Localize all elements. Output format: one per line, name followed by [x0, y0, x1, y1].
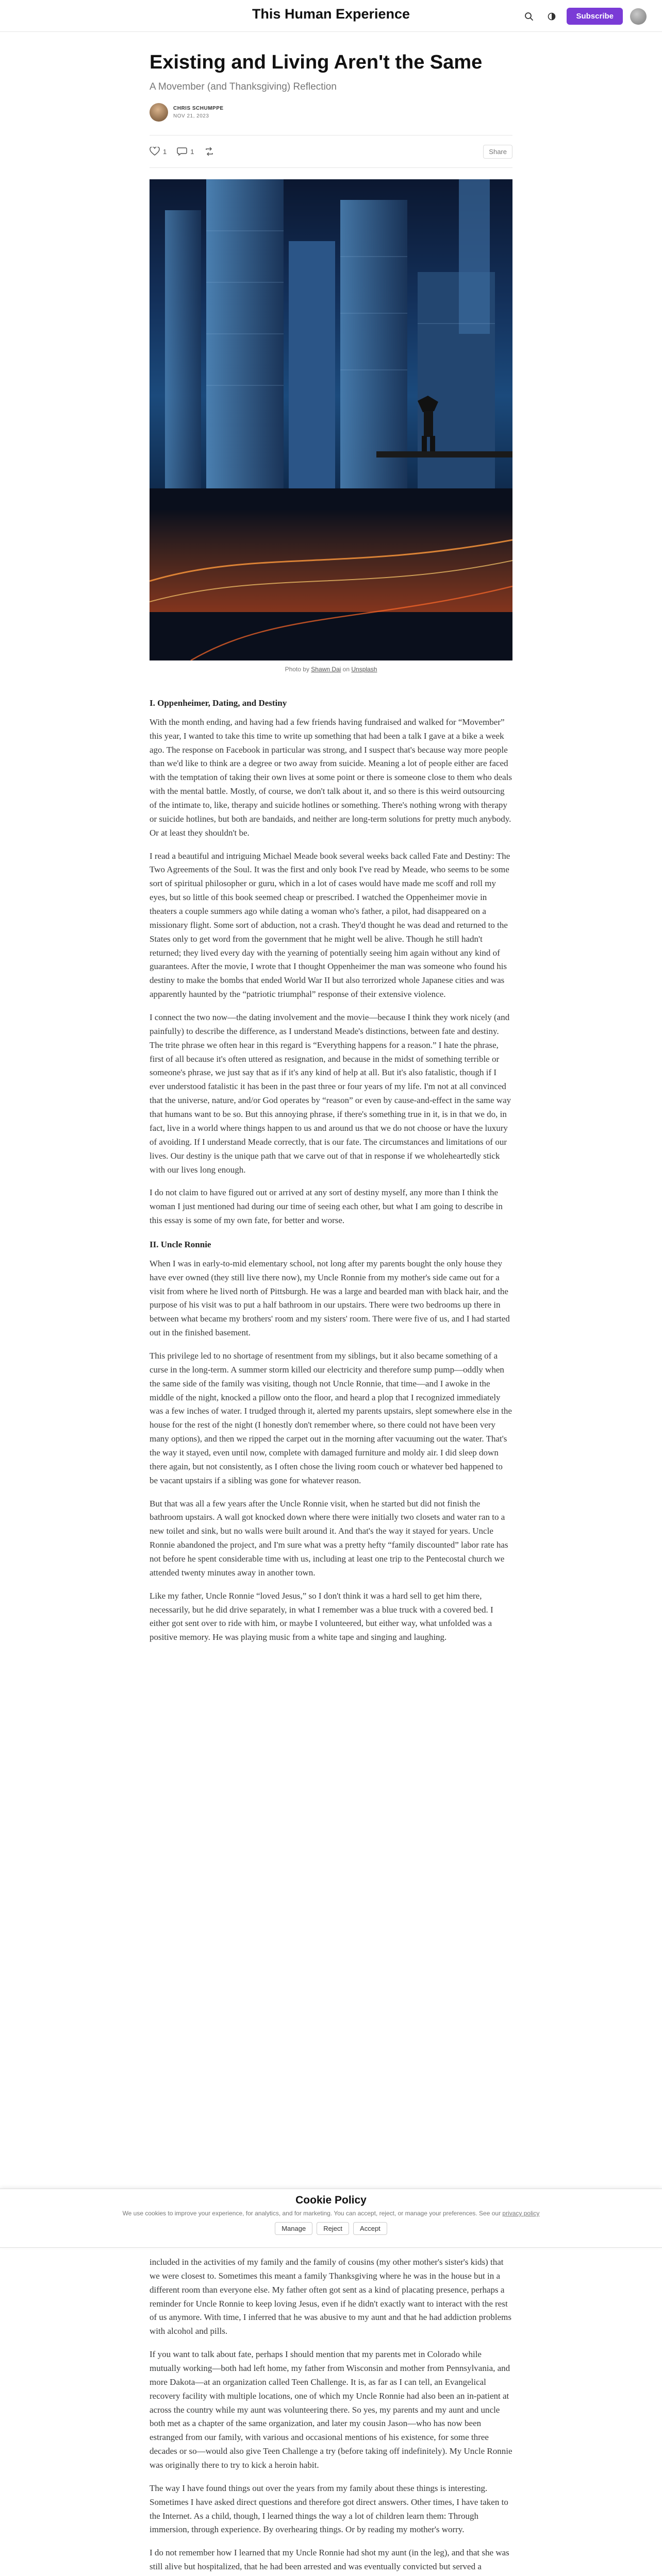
heart-icon [150, 147, 160, 156]
cookie-buttons [0, 2222, 662, 2235]
body-paragraph: I do not claim to have figured out or arrived at any sort of destiny myself, any more than I think the woman I just mentioned had during our time of seeing each other, but what I am going to describe in this essay is some of my own fate, for better and worse. [150, 1188, 503, 1226]
cookie-banner [0, 2189, 662, 2248]
cookie-text-body: We use cookies to improve your experience, for analytics, and for marketing. You can accept, reject, or manage your preferences. See our [122, 2210, 501, 2217]
body-paragraph: I do not remember how I learned that my Uncle Ronnie had shot my aunt (in the leg), and that she was still alive but hospitalized, that he had been arrested and was eventually convicted but served a [150, 2548, 509, 2572]
caption-on: on [342, 666, 350, 673]
post-subtitle: A Movember (and Thanksgiving) Reflection [150, 81, 337, 92]
top-actions [521, 8, 647, 25]
cookie-text [0, 2210, 662, 2217]
restack-icon [204, 147, 214, 156]
author-name[interactable]: CHRIS SCHUMPPE [173, 106, 224, 111]
section-heading: I. Oppenheimer, Dating, and Destiny [150, 698, 287, 708]
city-skyline-illustration [150, 179, 512, 660]
like-count: 1 [163, 147, 167, 156]
theme-toggle-icon[interactable] [544, 9, 559, 24]
post-actions [150, 135, 512, 168]
body-paragraph: I connect the two now—the dating involvement and the movie—because I think they work nicely (and painfully) to describe the difference, as I understand Meade's distinctions, between fate and destiny. The trite phrase we often hear in this regard is “Everything happens for a reason.” I hate the phrase, first of all because it's often uttered as resignation, and because in the midst of something terrible or someone's phrase, we just say that as if it's any kind of help at all. But it's also fatalistic, though if I ever understood fatalistic it has been in the past three or four years of my life. I'm not at all convinced that the universe, nature, and/or God operates by “reason” or even by cause-and-effect in the same way that humans want to be so. But this annoying phrase, if there's something true in it, is in that we do, in fact, live in a world where things happen to us and around us that we do not choose or have the luxury of avoiding. If I understand Meade correctly, that is our fate. The circumstances and limitations of our lives. Our destiny is the unique path that we carve out of that in response if we wholeheartedly stick with our lives long enough. [150, 1012, 511, 1175]
body-paragraph: included in the activities of my family and the family of cousins (my other mother's sister's kids) that we were closest to. Sometimes this meant a family Thanksgiving where he was in the house but in a different room than everyone else. My father often got sent as a kind of placating presence, perhaps a reminder for Uncle Ronnie to keep loving Jesus, even if he didn't exactly want to interact with the rest of us anymore. With time, I inferred that he was abusive to my aunt and that he had addiction problems with alcohol and pills. [150, 2257, 511, 2336]
caption-site-link[interactable]: Unsplash [351, 666, 377, 673]
cookie-manage-button[interactable]: Manage [275, 2222, 312, 2235]
post-date: NOV 21, 2023 [173, 113, 209, 119]
body-paragraph: The way I have found things out over the years from my family about these things is interesting. Sometimes I have asked direct questions and therefore got direct answers. Other times, I have taken to the Internet. As a child, though, I learned things the way a lot of children learn them: Through immersion, through experience. By overhearing things. Or by reading my mother's worry. [150, 2483, 508, 2535]
share-button[interactable]: Share [483, 145, 512, 159]
cookie-accept-button[interactable]: Accept [353, 2222, 387, 2235]
comment-icon [177, 147, 187, 156]
body-paragraph: Like my father, Uncle Ronnie “loved Jesus,” so I don't think it was a hard sell to get him there, necessarily, but he did drive separately, in what I remember was a blue truck with a covered bed. I either got sent over to ride with him, or maybe I volunteered, but either way, what unfolded was a positive memory. He was playing music from a white tape and singing and laughing. [150, 1590, 493, 1642]
body-paragraph: I read a beautiful and intriguing Michael Meade book several weeks back called Fate and Destiny: The Two Agreements of the Soul. It was the first and only book I've read by Meade, who seems to be some sort of spiritual philosopher or guru, which in a lot of cases would have made me scoff and roll my eyes, but so little of this book seemed cheap or prescribed. I watched the Oppenheimer movie in theaters a couple summers ago while dating a woman who's father, a pilot, had disappeared on a missionary flight. Some sort of abduction, not a crash. They'd thought he was dead and returned to the States only to get word from the government that he might well be alive. Though he still hadn't returned; they lived every day with the yearning of potentially seeing him again without any kind of guarantees. After the movie, I wrote that I thought Oppenheimer the man was someone who found his destiny to make the bombs that ended World War II but also terrorized whole Japanese cities and was apparently haunted by the “patriotic triumphal” response of their extensive violence. [150, 851, 510, 999]
restack-button[interactable] [204, 147, 214, 156]
user-avatar[interactable] [630, 8, 647, 25]
cookie-title: Cookie Policy [295, 2194, 367, 2206]
like-button[interactable] [150, 147, 167, 156]
body-paragraph: If you want to talk about fate, perhaps I should mention that my parents met in Colorado while mutually working—both had left home, my father from Wisconsin and mother from Pennsylvania, and more Dakota—at an organization called Teen Challenge. It is, as far as I can tell, an Evangelical recovery facility with multiple locations, one of which my Uncle Ronnie had also been an in-patient at across the country while my aunt was volunteering there. So yes, my parents and my aunt and uncle both met as a chapter of the same organization, and later my cousin Jason—who has now been estranged from our family, with various and occasional mentions of his existence, for some three decades or so—would also give Teen Challenge a try (before taking off indefinitely). My Uncle Ronnie was originally there to try to kick a heroin habit. [150, 2349, 512, 2470]
comment-count: 1 [190, 147, 194, 156]
body-paragraph: This privilege led to no shortage of resentment from my siblings, but it also became something of a curse in the long-term. A summer storm killed our electricity and therefore sump pump—oddly when the same side of the family was visiting, though not Uncle Ronnie, that time—and I awoke in the middle of the night, knocked a pillow onto the floor, and heard a plop that I recognized immediately was a few inches of water. I trudged through it, alerted my parents upstairs, slept somewhere else in the house for the rest of the night (I honestly don't remember where, so there could not have been very many options), and then we ripped the carpet out in the morning after vacuuming out the water. That's the way it stayed, even until now, complete with damaged furniture and moldy air. I did sleep down there again, but not consistently, as I often chose the living room couch or whatever bed happened to be vacant upstairs if a sibling was gone for whatever reason. [150, 1350, 512, 1485]
caption-prefix: Photo by [285, 666, 309, 673]
author-avatar[interactable] [150, 103, 168, 122]
top-bar [0, 0, 662, 32]
post-body [150, 686, 512, 1654]
byline-text [173, 105, 224, 120]
image-caption [150, 666, 512, 673]
privacy-policy-link[interactable]: privacy policy [502, 2210, 540, 2217]
post-title: Existing and Living Aren't the Same [150, 52, 483, 73]
body-paragraph: When I was in early-to-mid elementary school, not long after my parents bought the only house they have ever owned (they still live there now), my Uncle Ronnie from my mother's side came out for a visit from where he lived north of Pittsburgh. He was a large and bearded man with black hair, and the purpose of his visit was to put a half bathroom in our upstairs. There were two bedrooms up there in between what became my brothers' room and my sisters' room. There were five of us, and I had started out in the finished basement. [150, 1258, 510, 1338]
comment-button[interactable] [177, 147, 194, 156]
search-icon[interactable] [521, 9, 537, 24]
body-paragraph: But that was all a few years after the Uncle Ronnie visit, when he started but did not finish the bathroom upstairs. A wall got knocked down where there were initially two closets and water ran to a new toilet and sink, but no walls were built around it. And that's the way it stayed for years. Uncle Ronnie abandoned the project, and I'm sure what was a pretty hefty “family discounted” labor rate has not before he spent considerable time with us, including at least one trip to the Pentecostal church we attended twenty minutes away in another town. [150, 1498, 508, 1578]
actions-left [150, 147, 214, 156]
subscribe-button[interactable]: Subscribe [567, 8, 623, 25]
section-heading: II. Uncle Ronnie [150, 1239, 211, 1249]
publication-title[interactable]: This Human Experience [252, 6, 410, 22]
post-body-continued [150, 2256, 512, 2576]
caption-author-link[interactable]: Shawn Dai [311, 666, 341, 673]
cookie-reject-button[interactable]: Reject [317, 2222, 349, 2235]
byline [150, 101, 512, 124]
hero-image [150, 179, 512, 660]
body-paragraph: With the month ending, and having had a few friends having fundraised and walked for “Movember” this year, I wanted to take this time to write up something that had been a talk I gave at a bike a week ago. The response on Facebook in particular was strong, and I suspect that's because way more people than we'd like to think are a degree or two away from suicide. Meaning a lot of people either are faced with the temptation of taking their own lives at some point or there is someone close to them who deals with the mental battle. Mostly, of course, we don't talk about it, and so there is this weird outsourcing of the intimate to, like, therapy and suicide hotlines or something. There's nothing wrong with therapy or suicide hotlines, but both are bandaids, and neither are long-term solutions for pretty much anybody. Or at least they shouldn't be. [150, 717, 512, 838]
